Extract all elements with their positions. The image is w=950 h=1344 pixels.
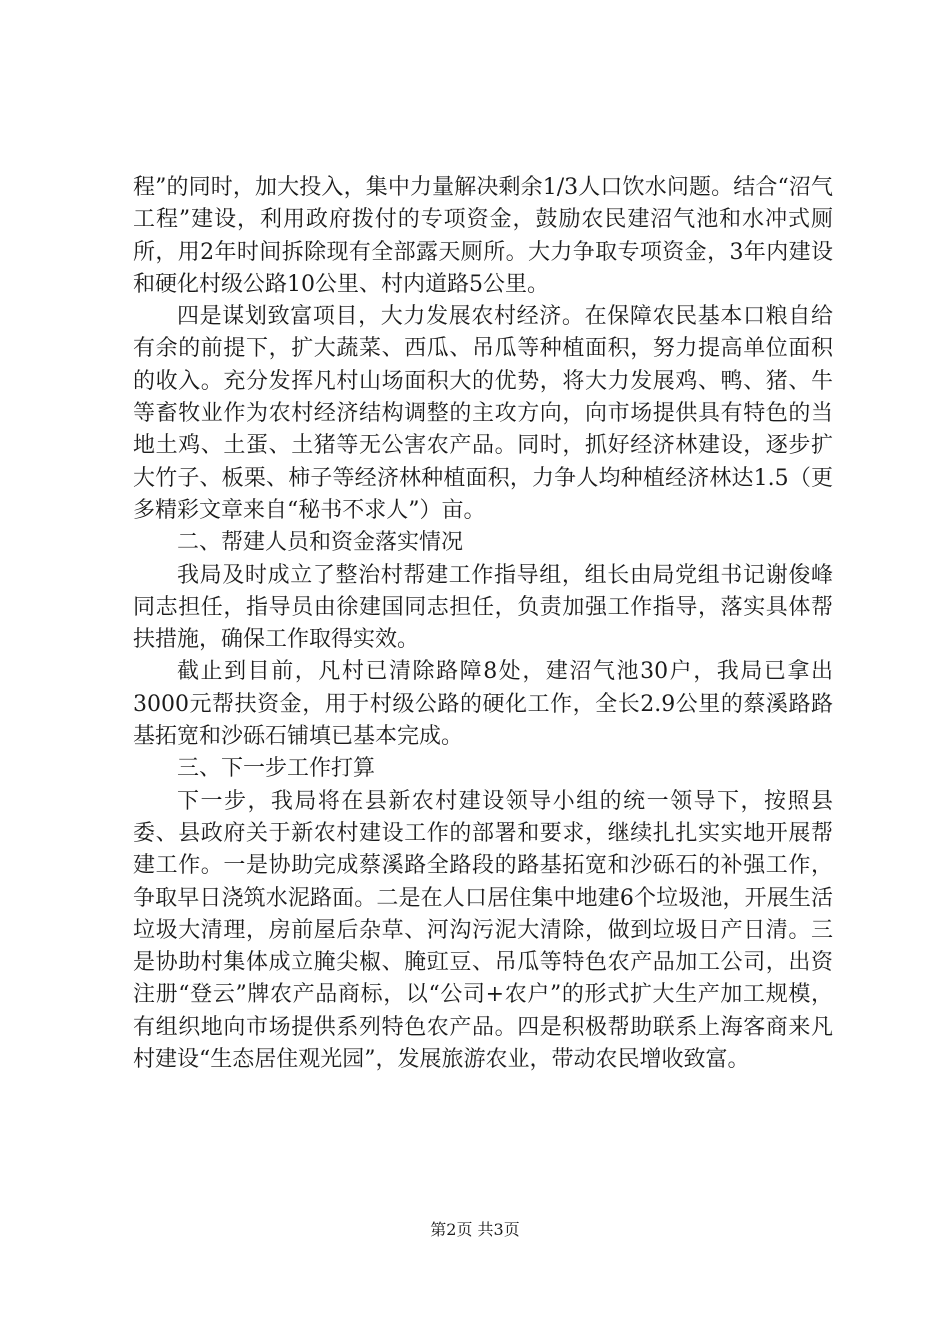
paragraph-continuation: 程”的同时，加大投入，集中力量解决剩余1/3人口饮水问题。结合“沼气工程”建设，利用政府拨付的专项资金，鼓励农民建沼气池和水冲式厕所，用2年时间拆除现有全部露天厕所。大力争取专项资金，3年内建设和硬化村级公路10公里、村内道路5公里。 xyxy=(133,175,833,297)
paragraph-guidance-group: 我局及时成立了整治村帮建工作指导组，组长由局党组书记谢俊峰同志担任，指导员由徐建国同志担任，负责加强工作指导，落实具体帮扶措施，确保工作取得实效。 xyxy=(133,562,833,653)
section-heading-staff-funding: 二、帮建人员和资金落实情况 xyxy=(177,530,464,556)
paragraph-progress: 截止到目前，凡村已清除路障8处，建沼气池30户，我局已拿出3000元帮扶资金，用于村级公路的硬化工作，全长2.9公里的蔡溪路路基拓宽和沙砾石铺填已基本完成。 xyxy=(133,659,833,750)
paragraph-economic-development: 四是谋划致富项目，大力发展农村经济。在保障农民基本口粮自给有余的前提下，扩大蔬菜、西瓜、吊瓜等种植面积，努力提高单位面积的收入。充分发挥凡村山场面积大的优势，将大力发展鸡、鸭、猪、牛等畜牧业作为农村经济结构调整的主攻方向，向市场提供具有特色的当地土鸡、土蛋、土猪等无公害农产品。同时，抓好经济林建设，逐步扩大竹子、板栗、柿子等经济林种植面积，力争人均种植经济林达1.5（更多精彩文章来自“秘书不求人”）亩。 xyxy=(133,304,833,523)
paragraph-next-steps: 下一步，我局将在县新农村建设领导小组的统一领导下，按照县委、县政府关于新农村建设工作的部署和要求，继续扎扎实实地开展帮建工作。一是协助完成蔡溪路全路段的路基拓宽和沙砾石的补强工作，争取早日浇筑水泥路面。二是在人口居住集中地建6个垃圾池，开展生活垃圾大清理，房前屋后杂草、河沟污泥大清除，做到垃圾日产日清。三是协助村集体成立腌尖椒、腌豇豆、吊瓜等特色农产品加工公司，出资注册“登云”牌农产品商标，以“公司+农户”的形式扩大生产加工规模，有组织地向市场提供系列特色农产品。四是积极帮助联系上海客商来凡村建设“生态居住观光园”，发展旅游农业，带动农民增收致富。 xyxy=(133,788,833,1073)
page-footer: 第2页 共3页 xyxy=(430,1220,520,1239)
document-body xyxy=(133,172,833,1076)
section-heading-next-steps: 三、下一步工作打算 xyxy=(177,756,376,782)
